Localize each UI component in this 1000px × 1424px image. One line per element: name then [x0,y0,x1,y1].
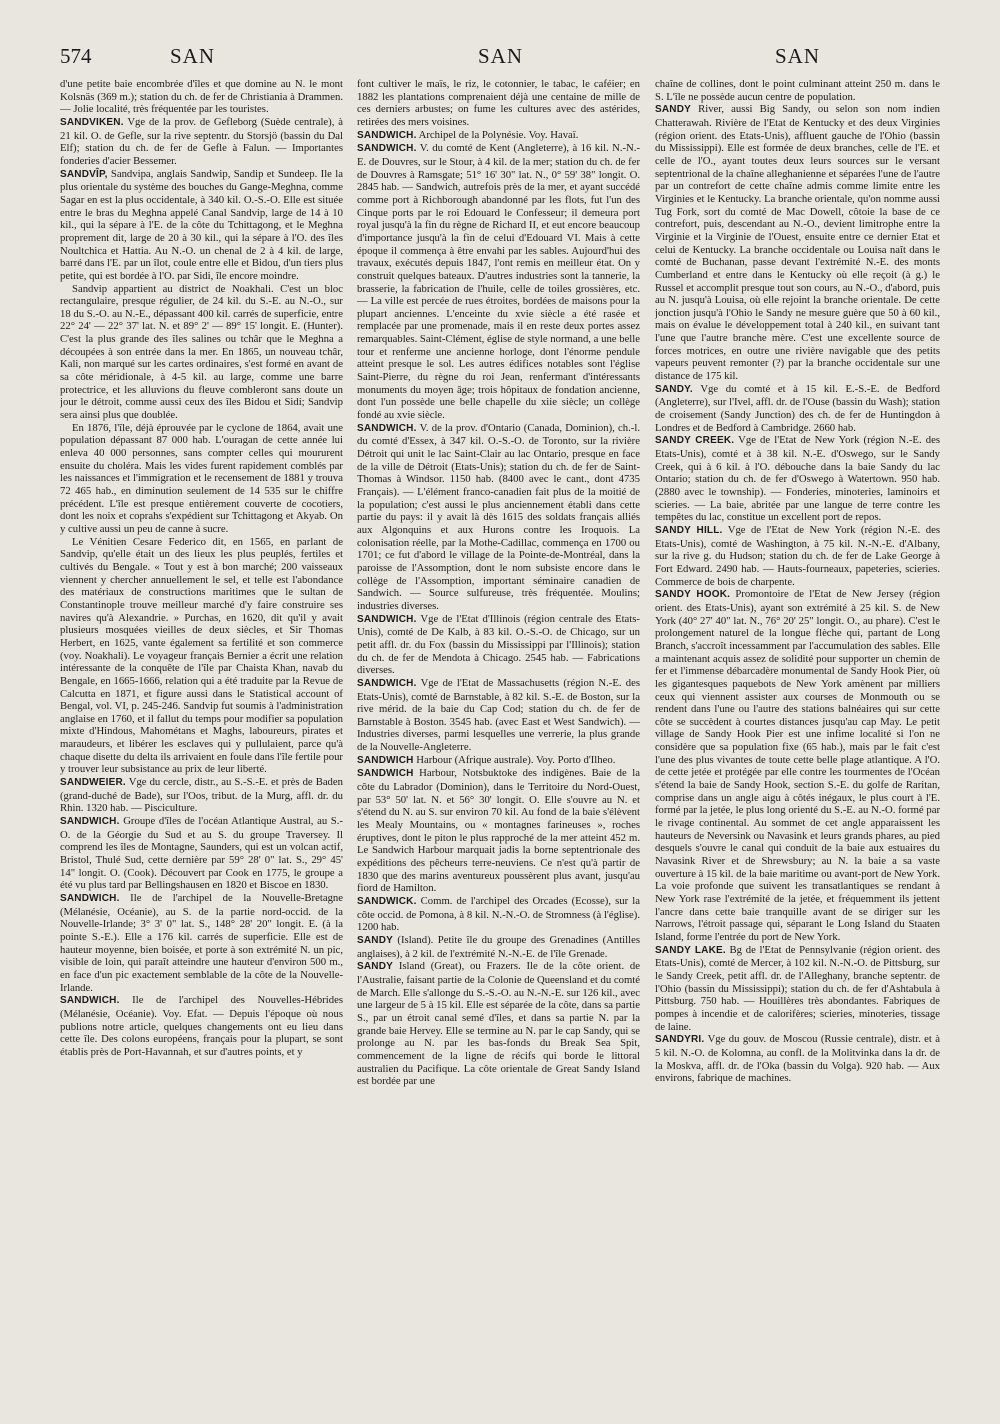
entry-text: Archipel de la Polynésie. Voy. Havaï. [416,128,579,141]
dictionary-entry [655,103,940,382]
page-header [0,44,1000,74]
entry-headword: SANDWICH. [60,893,120,904]
dictionary-entry [655,524,940,588]
entry-headword: SANDYRI. [655,1034,705,1046]
entry-headword: SANDWICH. [357,613,417,625]
dictionary-entry [60,815,343,892]
entry-headword: SANDY [655,104,692,116]
entry-text: Harbour, Notsbuktoke des indigènes. Baie de la côte du Labrador (Dominion), dans le Territoire du Nord-Ouest, par 53° 50' lat. N. et 56° 30' longit. O. Elle s'ouvre au N. et s'étend du N. au S. sur environ 70 kil. Au fond de la baie s'élèvent les Mealy Mountains, ou « montagnes farineuses », roches éruptives, dont le piton le plus rapproché de la mer atteint 452 m. Le Sandwich Harbour marquait jadis la borne septentrionale des expéditions des pêcheurs terre-neuviens. Ce n'est qu'à partir de 1830 que des marins aventureux poussèrent plus avant, jusqu'au fiord de Hamilton. [357,767,640,895]
dictionary-entry [357,934,640,960]
running-head-center: SAN [478,44,524,68]
dictionary-entry [357,767,640,895]
entry-text: Bg de l'Etat de Pennsylvanie (région orient. des Etats-Unis), comté de Mercer, à 102 kil. N.-N.-O. de Pittsburg, sur le Sandy Creek, petit affl. dr. de l'Alleghany, branche septentr. de l'Ohio (bassin du Mississippi); station du ch. de fer d'Ashtabula à Pittsburg. 750 hab. — Houillères très abondantes. Fabriques de pompes à incendie et de calorifères; scieries, minoteries, tissage de laine. [655,943,940,1033]
entry-headword: SANDWICK. [357,896,417,907]
entry-text: V. de la prov. d'Ontario (Canada, Dominion), ch.-l. du comté d'Essex, à 347 kil. O.-S.-O. de Toronto, sur la rivière Détroit qui unit le lac Saint-Clair au lac Ontario, presque en face de la ville de Détroit (Etats-Unis); station du ch. de fer de Saint-Thomas à Windsor. 1150 hab. (8400 avec le cant., dont 4735 Français). — L'élément franco-canadien fait plus de la moitié de la population; c'est aussi le plus anciennement établi dans cette partie du pays: il y avait là dès 1615 des soldats français alliés aux Algonquins et aux Hurons contre les Iroquois. La colonisation réelle, par la Mothe-Cadillac, commença en 1700 ou 1701; ce fut d'abord le village de la Pointe-de-Montréal, dans la paroisse de l'Assomption, dont le nom subsiste encore dans le collège de l'Assomption, important séminaire canadien de Sandwich. — Source sulfureuse, très fréquentée. Moulins; industries diverses. [357,421,640,612]
dictionary-entry [60,776,343,815]
entry-headword: SANDY LAKE. [655,944,726,956]
entry-text: Ile de l'archipel de la Nouvelle-Bretagne (Mélanésie, Océanie), au S. de la partie nord-occid. de la Nouvelle-Irlande; 3° 3' 0" lat. S., 148° 28' 20" longit. E. (à la pointe S.-E.). Elle a 176 kil. carrés de superficie. Elle est de hauteur moyenne, bien boisée, et porte à son extrémité N. un pic, visible de loin, qui paraît atteindre une hauteur d'environ 500 m., en face d'un pic exactement semblable de la côte de la Nouvelle-Irlande. [60,892,343,994]
entry-text: (Island). Petite île du groupe des Grenadines (Antilles anglaises), à 2 kil. de l'extrémité N.-N.-E. de l'île Grenade. [357,933,640,960]
running-head-left: SAN [170,44,216,68]
text-column-3 [655,78,940,1398]
entry-headword: SANDWICH. [357,129,417,141]
dictionary-entry [357,78,640,129]
entry-headword: SANDY HOOK. [655,589,731,601]
dictionary-entry [655,383,940,435]
entry-text: Vge de l'Etat de New York (région N.-E. des Etats-Unis), comté et à 38 kil. N.-E. d'Oswego, sur le Sandy Creek, qui à 6 kil. à l'O. débouche dans la baie Sandy du lac Ontario; station du ch. de fer d'Oswego à Watertown. 950 hab. (2880 avec le township). — Fonderies, minoteries, laminoirs et scieries. — La baie, abritée par une langue de terre contre les tempêtes du lac, constitue un excellent port de repos. [655,434,940,524]
dictionary-entry [357,895,640,934]
dictionary-entry [357,613,640,677]
entry-text: Island (Great), ou Frazers. Ile de la côte orient. de l'Australie, faisant partie de la Colonie de Queensland et du comté de March. Elle s'allonge du S.-S.-O. au N.-N.-E. sur 126 kil., avec une largeur de 5 à 15 kil. Elle est séparée de la côte, dans sa partie S., par un étroit canal semé d'îles, et dans sa partie N. par la grande baie Hervey. Elle se termine au N. par le cap Sandy, qui se prolonge au N. par les bas-fonds du Break Sea Spit, commencement de la ligne de récifs qui borde le littoral australien du Pacifique. La côte orientale de Great Sandy Island est bordée par une [357,960,640,1088]
entry-headword: SANDVÎP, [60,168,108,180]
dictionary-entry [60,994,343,1058]
entry-text: Vge du cercle, distr., au S.-S.-E. et près de Baden (grand-duché de Bade), sur l'Oos, tribut. de la Murg, affl. dr. du Rhin. 1320 hab. — Pisciculture. [60,776,343,815]
dictionary-entry [655,588,940,943]
entry-text: En 1876, l'île, déjà éprouvée par le cyclone de 1864, avait une population dépassant 87 000 hab. L'ouragan de cette année lui enleva 40 000 personnes, sans compter celles qui moururent ensuite du choléra. Mais les vides furent rapidement comblés par les naissances et l'immigration et le recensement de 1881 y trouva 72 465 hab., en diminution seulement de 14 535 sur le chiffre précédent. L'île est presque entièrement couverte de cocotiers, dont les noix et coprahs s'expédient sur Tchittagong et Akyab. On y cultive aussi un peu de canne à sucre. [60,421,343,535]
dictionary-entry [60,283,343,422]
entry-text: d'une petite baie encombrée d'îles et que domine au N. le mont Kolsnäs (369 m.); station du ch. de fer de Christiania à Drammen. — Jolie localité, très fréquentée par les touristes. [60,78,343,116]
dictionary-entry [357,754,640,768]
entry-headword: SANDWICH. [357,677,417,689]
entry-text: River, aussi Big Sandy, ou selon son nom indien Chatterawah. Rivière de l'Etat de Kentucky et des deux Virginies (région orient. des Etats-Unis), affluent gauche de l'Ohio (bassin du Mississippi). Elle est formée de deux branches, celle de l'E. et celle de l'O., ayant toutes deux leurs sources sur le versant septentrional de la chaîne alleghanienne et séparées l'une de l'autre par un contrefort de cette chaîne admis comme limite entre les Virginies et le Kentucky. La branche orientale, qu'on nomme aussi Tug Fork, sort du comté de Mac Dowell, côtoie la base de ce contrefort, puis, descendant au N.-O., devient limitrophe entre la Virginie et la Virginie de l'Ouest, ensuite entre ce dernier Etat et celui de Kentucky. La branche occidentale ou Louisa naît dans le comté de Buchanan, passe devant l'extrémité N.-E. des monts Cumberland et entre dans le Kentucky où elle reçoit (à g.) le Russel et accomplit presque tout son cours, au N.-O., d'abord, puis au N. jusqu'à Louisa, où elle rejoint la branche orientale. De cette jonction jusqu'à l'Ohio le Sandy ne mesure guère que 50 à 60 kil., mais on évalue le développement total à 240 kil., en suivant tant l'une que l'autre branche mère. C'est une excellente source de forces motrices, en outre une rivière navigable que des petits vapeurs peuvent remonter (?) par la branche occidentale sur une distance de 175 kil. [655,103,940,383]
entry-text: V. du comté de Kent (Angleterre), à 16 kil. N.-N.-E. de Douvres, sur le Stour, à 4 kil. de la mer; station du ch. de fer de Douvres à Ramsgate; 51° 16' 30" lat. N., 0° 59' 38" longit. O. 2845 hab. — Sandwich, autrefois près de la mer, et ayant succédé comme port à Richborough abandonné par les flots, fut l'un des Cinque ports par le roi Edouard le Confesseur; il demeura port royal jusqu'à la fin du règne de Richard II, et eut encore beaucoup d'importance jusqu'à la fin de celui d'Edouard VI. Mais à cette époque il commença à être envahi par les sables. Aujourd'hui des travaux, exécutés depuis 1847, l'ont remis en meilleur état. On y construit quelques bateaux. D'autres industries sont la tannerie, la brasserie, la fabrication de l'huile, celle de toiles grossières, etc. — La ville est percée de rues étroites, bordées de maisons pour la plupart anciennes. L'enceinte du xvie siècle a été rasée et remplacée par une promenade, mais il en reste deux portes assez remarquables. Saint-Clément, église de style normand, a une belle tour et renferme une ancienne horloge, dont l'énorme pendule atteint presque le sol. Les autres édifices notables sont l'église Saint-Pierre, du règne du roi Jean, renfermant d'intéressants monuments du moyen âge; trois hôpitaux de fondation ancienne, dont l'un possède une belle chapelle du xiie siècle; un collège fondé au xvie siècle. [357,142,640,422]
dictionary-entry [357,422,640,613]
dictionary-entry [357,960,640,1088]
entry-headword: SANDWICH. [357,143,417,155]
entry-text: Vge de l'Etat de New York (région N.-E. des Etats-Unis), comté de Washington, à 75 kil. N.-N.-E. d'Albany, sur la rive g. du Hudson; station du ch. de fer de Lake George à Fort Edward. 2490 hab. — Hauts-fourneaux, papeteries, scieries. Commerce de bois de charpente. [655,523,940,588]
entry-text: Vge du comté et à 15 kil. E.-S.-E. de Bedford (Angleterre), sur l'Ivel, affl. dr. de l'Ouse (bassin du Wash); station de croisement (Sandy Junction) des ch. de fer de Huntingdon à Londres et de Bedford à Cambridge. 2660 hab. [655,382,940,434]
entry-text: Comm. de l'archipel des Orcades (Ecosse), sur la côte occid. de Pomona, à 8 kil. N.-N.-O. de Stromness (à l'église). 1200 hab. [357,895,640,934]
entry-headword: SANDY. [655,383,693,395]
running-head-right: SAN [775,44,821,68]
entry-text: Le Vénitien Cesare Federico dit, en 1565, en parlant de Sandvip, qu'elle était un des lieux les plus peuplés, fertiles et cultivés du Bengale. « Tout y est à bon marché; 200 vaisseaux viennent y chercher annuellement le sel, et telle est l'abondance des matériaux de constructions maritimes que le sultan de Constantinople trouve meilleur marché d'y faire construire ses navires qu'à Alexandrie. » Purchas, en 1620, dit qu'il y avait plusieurs mosquées vieilles de deux siècles, et Sir Thomas Herbert, en 1625, vante également sa fertilité et son commerce (voy. Noakhali). Le voyageur français Bernier a écrit une relation intéressante de la conquête de l'île par Chaista Khan, navab du Bengale, en 1665-1666, relation qui a été traduite par la Revue de Calcutta en 1871, et figure aussi dans le Statistical account of Bengal, vol. VI, p. 245-246. Sandvip fut soumis à l'administration anglaise en 1760, et il fallut du temps pour modifier sa population mixte d'Hindous, Mahométans et Maghs, laboureurs, pirates et maraudeurs, et libérer les esclaves qui y pullulaient, parce qu'à chaque disette du delta ils arrivaient en foule dans l'île fertile pour y trouver leur subsistance au prix de leur liberté. [60,535,343,776]
entry-headword: SANDWEIER. [60,777,126,789]
entry-headword: SANDWICH. [60,995,120,1007]
entry-text: Vge de l'Etat d'Illinois (région centrale des Etats-Unis), comté de De Kalb, à 83 kil. O.-S.-O. de Chicago, sur un petit affl. dr. du Fox (bassin du Mississippi par l'Illinois); station du ch. de fer de Mendota à Chicago. 2545 hab. — Fabrications diverses. [357,612,640,677]
dictionary-entry [60,892,343,994]
dictionary-entry [655,1033,940,1085]
dictionary-entry [655,944,940,1034]
entry-text: Vge du gouv. de Moscou (Russie centrale), distr. et à 5 kil. N.-O. de Kolomna, au confl. de la Molitvinka dans la dr. de la Moskva, affl. dr. de l'Oka (bassin du Volga). 920 hab. — Aux environs, fabrique de machines. [655,1033,940,1085]
entry-text: Sandvip appartient au district de Noakhali. C'est un bloc rectangulaire, presque régulier, de 24 kil. du S.-E. au N.-O., sur 18 du S.-O. au N.-E., dépassant 400 kil. carrés de superficie, entre 22° 24' — 22° 37' lat. N. et 89° 2' — 89° 15' longit. E. (Hunter). C'est la plus grande des îles salines ou tchâr que le Meghna a découpées à son entrée dans la mer. En 1865, un nouveau tchâr, Kali, non marqué sur les cartes ordinaires, s'est formé en avant de sa côte méridionale, à 4-5 kil. au large, comme une barre protectrice, et les alluvions du fleuve combleront sans doute un jour le détroit, comme aussi ceux des îles Bidou et Sidi; Sandvip sera ainsi plus que doublée. [60,282,343,422]
entry-text: chaîne de collines, dont le point culminant atteint 250 m. dans le S. L'île ne possède aucun centre de population. [655,78,940,103]
text-column-2 [357,78,640,1398]
entry-text: Sandvipa, anglais Sandwip, Sandip et Sundeep. Ile la plus orientale du système des bouches du Gange-Meghna, comme Sagar en est la plus occidentale, à 340 kil. O.-S.-O. Elle est située entre le bras du Meghna appelé Canal Sandvip, large de 14 à 10 kil., qui la sépare à l'E. de la côte du Tchittagong, et le Meghna proprement dit, large de 20 à 30 kil., qui la sépare à l'O. des îles Noultchica et Hattia. Au N.-O. un chenal de 2 à 4 kil. de large, barré dans l'E. par un îlot, coule entre elle et Bidou, d'un tiers plus petite, qui est bordée à l'O. par Sidi, île encore moindre. [60,167,343,282]
entry-text: Vge de la prov. de Gefleborg (Suède centrale), à 21 kil. O. de Gefle, sur la rive septentr. du Storsjö (bassin du Dal Elf); station du ch. de fer de Gefle à Falun. — Importantes fonderies d'acier Bessemer. [60,115,343,167]
entry-text: Harbour (Afrique australe). Voy. Porto d'Ilheo. [413,753,616,766]
dictionary-entry [357,129,640,143]
dictionary-entry [60,536,343,776]
entry-text: Vge de l'Etat de Massachusetts (région N.-E. des Etats-Unis), comté de Barnstable, à 82 kil. S.-E. de Boston, sur la rive mérid. de la baie du Cap Cod; station du ch. de fer de Barnstable à Boston. 3545 hab. (avec East et West Sandwich). — Industries diverses, parmi lesquelles une verrerie, la plus grande de la Nouvelle-Angleterre. [357,676,640,754]
dictionary-entry [655,434,940,524]
dictionary-entry [60,422,343,536]
entry-headword: SANDVIKEN. [60,116,124,128]
dictionary-entry [60,78,343,116]
dictionary-entry [357,677,640,754]
dictionary-entry [655,78,940,103]
page-number: 574 [60,44,92,68]
entry-text: Groupe d'îles de l'océan Atlantique Austral, au S.-O. de la Géorgie du Sud et au S. du groupe Traversey. Il comprend les îles de Montagne, Saunders, qui est un volcan actif, Bristol, Thulé Sud, cette dernière par 59° 28' 0" lat. S., 29° 45' 14" longit. O. (Cook). Découvert par Cook en 1775, le groupe a été vu plus tard par Bellingshausen en 1820 et Biscoe en 1830. [60,815,343,892]
entry-headword: SANDY CREEK. [655,435,735,447]
dictionary-entry [60,116,343,168]
text-column-1 [60,78,343,1398]
entry-headword: SANDWICH. [357,422,417,434]
dictionary-entry [357,142,640,421]
entry-text: font cultiver le maïs, le riz, le cotonnier, le tabac, le caféier; en 1882 les plantations comprenaient déjà une centaine de mille de ces derniers arbustes; on fume les cultures avec des astérides, retirées des mers voisines. [357,78,640,128]
entry-headword: SANDWICH [357,768,414,780]
entry-headword: SANDY HILL. [655,524,723,536]
entry-headword: SANDY [357,961,394,973]
entry-text: Ile de l'archipel des Nouvelles-Hébrides (Mélanésie, Océanie). Voy. Efat. — Depuis l'époque où nous publions notre article, quelques changements ont eu lieu dans cette île. Des colons européens, français pour la plupart, se sont établis près de Port-Havannah, et sur d'autres points, et y [60,994,343,1058]
entry-headword: SANDWICH [357,754,414,766]
entry-headword: SANDY [357,934,394,946]
entry-text: Promontoire de l'Etat de New Jersey (région orient. des Etats-Unis), ayant son extrémité à 25 kil. S. de New York (40° 27' 40" lat. N., 76° 20' 25" longit. O., au phare). C'est le prolongement naturel de la longue flèche qui, partant de Long Branch, s'accroît incessamment par l'accumulation des sables. Elle a maintenant acquis assez de solidité pour supporter un chemin de fer et l'immense débarcadère monumental de Sandy Hook Pier, où les gigantesques paquebots de New York amènent par milliers ceux qui viennent assister aux courses de Monmouth ou se rendent dans l'une ou l'autre des stations balnéaires qui sur cette côte se succèdent à courtes distances jusqu'au cap May. Le petit village de Sandy Hook Pier est une infime localité si l'on ne considère que sa population fixe (65 hab.), mais par le fait c'est l'une des plus vivantes de toute cette belle plage atlantique. A l'O. de cette jetée et protégée par elle contre les tourmentes de l'Océan s'étend la baie de Sandy Hook, section S.-E. du golfe de Raritan, comprise dans un angle aigu à côtés inégaux, le plus court à l'E. formé par la jetée, le plus long orienté du S.-E. au N.-O. formé par le rivage continental. Au sommet de cet angle apparaissent les hauteurs de Neversink ou Navasink et leurs grands phares, au pied desquels s'ouvre le canal qui conduit de la baie aux estuaires du Navasink River et de Shrewsbury; au N. la baie a sa vaste ouverture à 15 kil. de la baie maritime ou avant-port de New York. La voie profonde que suivent les transatlantiques se rendant à New York rase l'extrémité de la jetée, et fréquemment ils jettent l'ancre dans cette baie tranquille avant de se diriger sur les Narrows, l'étroit passage qui, séparant le Long Island du Staaten Island, forme l'entrée du port de New York. [655,588,940,943]
dictionary-entry [60,168,343,283]
entry-headword: SANDWICH. [60,816,120,828]
